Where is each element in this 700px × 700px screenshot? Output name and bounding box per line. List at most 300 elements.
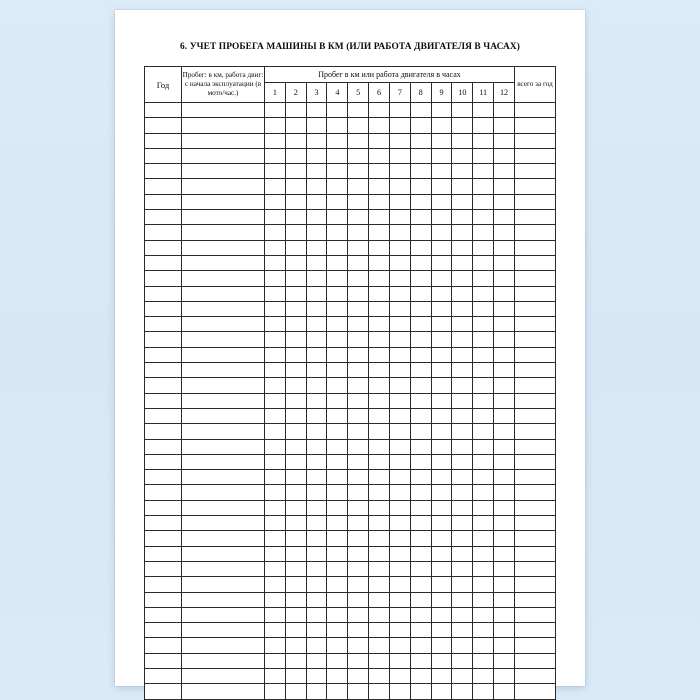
table-cell[interactable]: [327, 668, 348, 683]
table-cell[interactable]: [431, 363, 452, 378]
table-cell[interactable]: [369, 408, 390, 423]
table-cell[interactable]: [410, 668, 431, 683]
table-cell[interactable]: [515, 133, 556, 148]
table-cell[interactable]: [473, 439, 494, 454]
table-cell[interactable]: [348, 623, 369, 638]
table-cell[interactable]: [473, 301, 494, 316]
table-cell[interactable]: [327, 103, 348, 118]
table-cell[interactable]: [145, 179, 182, 194]
table-cell[interactable]: [182, 118, 265, 133]
table-cell[interactable]: [145, 210, 182, 225]
table-cell[interactable]: [306, 347, 327, 362]
table-cell[interactable]: [389, 424, 410, 439]
table-cell[interactable]: [515, 531, 556, 546]
table-cell[interactable]: [410, 103, 431, 118]
table-cell[interactable]: [410, 179, 431, 194]
table-cell[interactable]: [327, 623, 348, 638]
table-cell[interactable]: [515, 408, 556, 423]
table-cell[interactable]: [348, 133, 369, 148]
table-cell[interactable]: [306, 546, 327, 561]
table-cell[interactable]: [285, 470, 306, 485]
table-cell[interactable]: [515, 607, 556, 622]
table-cell[interactable]: [494, 347, 515, 362]
table-cell[interactable]: [452, 332, 473, 347]
table-cell[interactable]: [473, 516, 494, 531]
table-cell[interactable]: [369, 592, 390, 607]
table-cell[interactable]: [348, 194, 369, 209]
table-cell[interactable]: [182, 332, 265, 347]
table-cell[interactable]: [410, 194, 431, 209]
table-cell[interactable]: [145, 607, 182, 622]
table-cell[interactable]: [327, 470, 348, 485]
table-cell[interactable]: [327, 210, 348, 225]
table-cell[interactable]: [306, 103, 327, 118]
table-cell[interactable]: [327, 286, 348, 301]
table-cell[interactable]: [452, 684, 473, 699]
table-cell[interactable]: [389, 393, 410, 408]
table-cell[interactable]: [515, 240, 556, 255]
table-cell[interactable]: [348, 516, 369, 531]
table-cell[interactable]: [348, 500, 369, 515]
table-cell[interactable]: [452, 500, 473, 515]
table-cell[interactable]: [369, 301, 390, 316]
table-cell[interactable]: [473, 255, 494, 270]
table-cell[interactable]: [348, 408, 369, 423]
table-cell[interactable]: [182, 363, 265, 378]
table-cell[interactable]: [452, 148, 473, 163]
table-cell[interactable]: [327, 133, 348, 148]
table-cell[interactable]: [494, 592, 515, 607]
table-cell[interactable]: [515, 393, 556, 408]
table-cell[interactable]: [410, 607, 431, 622]
table-cell[interactable]: [265, 408, 286, 423]
table-cell[interactable]: [327, 393, 348, 408]
table-cell[interactable]: [389, 133, 410, 148]
table-cell[interactable]: [145, 164, 182, 179]
table-cell[interactable]: [389, 454, 410, 469]
table-cell[interactable]: [182, 317, 265, 332]
table-cell[interactable]: [494, 668, 515, 683]
table-cell[interactable]: [348, 103, 369, 118]
table-cell[interactable]: [306, 424, 327, 439]
table-cell[interactable]: [515, 592, 556, 607]
table-cell[interactable]: [145, 531, 182, 546]
table-cell[interactable]: [494, 439, 515, 454]
table-cell[interactable]: [145, 225, 182, 240]
table-cell[interactable]: [369, 577, 390, 592]
table-cell[interactable]: [285, 485, 306, 500]
table-cell[interactable]: [515, 332, 556, 347]
table-cell[interactable]: [348, 164, 369, 179]
table-cell[interactable]: [145, 393, 182, 408]
table-cell[interactable]: [265, 485, 286, 500]
table-cell[interactable]: [145, 148, 182, 163]
table-cell[interactable]: [265, 225, 286, 240]
table-cell[interactable]: [285, 561, 306, 576]
table-cell[interactable]: [494, 240, 515, 255]
table-cell[interactable]: [369, 332, 390, 347]
table-cell[interactable]: [306, 118, 327, 133]
table-cell[interactable]: [145, 470, 182, 485]
table-cell[interactable]: [348, 317, 369, 332]
table-cell[interactable]: [389, 179, 410, 194]
table-cell[interactable]: [327, 684, 348, 699]
table-cell[interactable]: [327, 378, 348, 393]
table-cell[interactable]: [369, 500, 390, 515]
table-cell[interactable]: [515, 668, 556, 683]
table-cell[interactable]: [306, 271, 327, 286]
table-cell[interactable]: [285, 668, 306, 683]
table-cell[interactable]: [145, 668, 182, 683]
table-cell[interactable]: [389, 210, 410, 225]
table-cell[interactable]: [306, 638, 327, 653]
table-cell[interactable]: [389, 286, 410, 301]
table-cell[interactable]: [348, 577, 369, 592]
table-cell[interactable]: [389, 103, 410, 118]
table-cell[interactable]: [369, 271, 390, 286]
table-cell[interactable]: [452, 347, 473, 362]
table-cell[interactable]: [265, 317, 286, 332]
table-cell[interactable]: [431, 668, 452, 683]
table-cell[interactable]: [306, 179, 327, 194]
table-cell[interactable]: [182, 500, 265, 515]
table-cell[interactable]: [431, 317, 452, 332]
table-cell[interactable]: [182, 607, 265, 622]
table-cell[interactable]: [369, 103, 390, 118]
table-cell[interactable]: [410, 363, 431, 378]
table-cell[interactable]: [431, 561, 452, 576]
table-cell[interactable]: [327, 638, 348, 653]
table-cell[interactable]: [410, 500, 431, 515]
table-cell[interactable]: [306, 240, 327, 255]
table-cell[interactable]: [182, 378, 265, 393]
table-cell[interactable]: [182, 286, 265, 301]
table-cell[interactable]: [389, 347, 410, 362]
table-cell[interactable]: [348, 653, 369, 668]
table-cell[interactable]: [306, 500, 327, 515]
table-cell[interactable]: [389, 546, 410, 561]
table-cell[interactable]: [348, 225, 369, 240]
table-cell[interactable]: [515, 271, 556, 286]
table-cell[interactable]: [473, 210, 494, 225]
table-cell[interactable]: [145, 439, 182, 454]
table-cell[interactable]: [410, 210, 431, 225]
table-cell[interactable]: [306, 439, 327, 454]
table-cell[interactable]: [452, 439, 473, 454]
table-cell[interactable]: [265, 103, 286, 118]
table-cell[interactable]: [494, 225, 515, 240]
table-cell[interactable]: [431, 424, 452, 439]
table-cell[interactable]: [265, 301, 286, 316]
table-cell[interactable]: [431, 638, 452, 653]
table-cell[interactable]: [306, 485, 327, 500]
table-cell[interactable]: [265, 439, 286, 454]
table-cell[interactable]: [327, 577, 348, 592]
table-cell[interactable]: [452, 378, 473, 393]
table-cell[interactable]: [306, 378, 327, 393]
table-cell[interactable]: [473, 653, 494, 668]
table-cell[interactable]: [452, 638, 473, 653]
table-cell[interactable]: [285, 378, 306, 393]
table-cell[interactable]: [431, 577, 452, 592]
table-cell[interactable]: [515, 301, 556, 316]
table-cell[interactable]: [265, 623, 286, 638]
table-cell[interactable]: [410, 240, 431, 255]
table-cell[interactable]: [431, 332, 452, 347]
table-cell[interactable]: [327, 454, 348, 469]
table-cell[interactable]: [473, 118, 494, 133]
table-cell[interactable]: [369, 317, 390, 332]
table-cell[interactable]: [452, 301, 473, 316]
table-cell[interactable]: [369, 148, 390, 163]
table-cell[interactable]: [473, 470, 494, 485]
table-cell[interactable]: [285, 103, 306, 118]
table-cell[interactable]: [515, 317, 556, 332]
table-cell[interactable]: [145, 240, 182, 255]
table-cell[interactable]: [265, 668, 286, 683]
table-cell[interactable]: [452, 561, 473, 576]
table-cell[interactable]: [452, 225, 473, 240]
table-cell[interactable]: [327, 148, 348, 163]
table-cell[interactable]: [182, 623, 265, 638]
table-cell[interactable]: [285, 454, 306, 469]
table-cell[interactable]: [389, 653, 410, 668]
table-cell[interactable]: [369, 194, 390, 209]
table-cell[interactable]: [285, 424, 306, 439]
table-cell[interactable]: [182, 164, 265, 179]
table-cell[interactable]: [348, 118, 369, 133]
table-cell[interactable]: [265, 255, 286, 270]
table-cell[interactable]: [515, 363, 556, 378]
table-cell[interactable]: [182, 424, 265, 439]
table-cell[interactable]: [494, 470, 515, 485]
table-cell[interactable]: [182, 454, 265, 469]
table-cell[interactable]: [473, 561, 494, 576]
table-cell[interactable]: [348, 271, 369, 286]
table-cell[interactable]: [369, 454, 390, 469]
table-cell[interactable]: [265, 363, 286, 378]
table-cell[interactable]: [145, 561, 182, 576]
table-cell[interactable]: [145, 546, 182, 561]
table-cell[interactable]: [473, 638, 494, 653]
table-cell[interactable]: [473, 531, 494, 546]
table-cell[interactable]: [285, 393, 306, 408]
table-cell[interactable]: [389, 317, 410, 332]
table-cell[interactable]: [327, 531, 348, 546]
table-cell[interactable]: [494, 623, 515, 638]
table-cell[interactable]: [431, 240, 452, 255]
table-cell[interactable]: [515, 164, 556, 179]
table-cell[interactable]: [452, 210, 473, 225]
table-cell[interactable]: [348, 301, 369, 316]
table-cell[interactable]: [348, 485, 369, 500]
table-cell[interactable]: [182, 408, 265, 423]
table-cell[interactable]: [431, 286, 452, 301]
table-cell[interactable]: [285, 577, 306, 592]
table-cell[interactable]: [145, 454, 182, 469]
table-cell[interactable]: [452, 577, 473, 592]
table-cell[interactable]: [285, 118, 306, 133]
table-cell[interactable]: [452, 623, 473, 638]
table-cell[interactable]: [285, 210, 306, 225]
table-cell[interactable]: [306, 393, 327, 408]
table-cell[interactable]: [306, 255, 327, 270]
table-cell[interactable]: [369, 470, 390, 485]
table-cell[interactable]: [348, 546, 369, 561]
table-cell[interactable]: [182, 577, 265, 592]
table-cell[interactable]: [389, 363, 410, 378]
table-cell[interactable]: [285, 408, 306, 423]
table-cell[interactable]: [327, 118, 348, 133]
table-cell[interactable]: [265, 179, 286, 194]
table-cell[interactable]: [306, 470, 327, 485]
table-cell[interactable]: [265, 470, 286, 485]
table-cell[interactable]: [494, 577, 515, 592]
table-cell[interactable]: [452, 653, 473, 668]
table-cell[interactable]: [389, 240, 410, 255]
table-cell[interactable]: [473, 332, 494, 347]
table-cell[interactable]: [265, 332, 286, 347]
table-cell[interactable]: [494, 408, 515, 423]
table-cell[interactable]: [473, 607, 494, 622]
table-cell[interactable]: [410, 271, 431, 286]
table-cell[interactable]: [145, 592, 182, 607]
table-cell[interactable]: [285, 301, 306, 316]
table-cell[interactable]: [494, 363, 515, 378]
table-cell[interactable]: [410, 454, 431, 469]
table-cell[interactable]: [431, 103, 452, 118]
table-cell[interactable]: [473, 577, 494, 592]
table-cell[interactable]: [410, 164, 431, 179]
table-cell[interactable]: [306, 332, 327, 347]
table-cell[interactable]: [369, 531, 390, 546]
table-cell[interactable]: [369, 546, 390, 561]
table-cell[interactable]: [473, 684, 494, 699]
table-cell[interactable]: [306, 408, 327, 423]
table-cell[interactable]: [145, 500, 182, 515]
table-cell[interactable]: [369, 179, 390, 194]
table-cell[interactable]: [389, 607, 410, 622]
table-cell[interactable]: [515, 546, 556, 561]
table-cell[interactable]: [452, 531, 473, 546]
table-cell[interactable]: [515, 255, 556, 270]
table-cell[interactable]: [348, 240, 369, 255]
table-cell[interactable]: [265, 210, 286, 225]
table-cell[interactable]: [285, 546, 306, 561]
table-cell[interactable]: [348, 470, 369, 485]
table-cell[interactable]: [182, 179, 265, 194]
table-cell[interactable]: [410, 133, 431, 148]
table-cell[interactable]: [494, 516, 515, 531]
table-cell[interactable]: [389, 470, 410, 485]
table-cell[interactable]: [182, 133, 265, 148]
table-cell[interactable]: [494, 118, 515, 133]
table-cell[interactable]: [265, 347, 286, 362]
table-cell[interactable]: [389, 668, 410, 683]
table-cell[interactable]: [182, 271, 265, 286]
table-cell[interactable]: [306, 531, 327, 546]
table-cell[interactable]: [182, 653, 265, 668]
table-cell[interactable]: [473, 623, 494, 638]
table-cell[interactable]: [306, 317, 327, 332]
table-cell[interactable]: [285, 684, 306, 699]
table-cell[interactable]: [285, 638, 306, 653]
table-cell[interactable]: [327, 179, 348, 194]
table-cell[interactable]: [473, 164, 494, 179]
table-cell[interactable]: [473, 179, 494, 194]
table-cell[interactable]: [182, 516, 265, 531]
table-cell[interactable]: [452, 118, 473, 133]
table-cell[interactable]: [285, 592, 306, 607]
table-cell[interactable]: [145, 271, 182, 286]
table-cell[interactable]: [473, 485, 494, 500]
table-cell[interactable]: [182, 531, 265, 546]
table-cell[interactable]: [348, 668, 369, 683]
table-cell[interactable]: [285, 317, 306, 332]
table-cell[interactable]: [327, 363, 348, 378]
table-cell[interactable]: [369, 653, 390, 668]
table-cell[interactable]: [431, 164, 452, 179]
table-cell[interactable]: [431, 210, 452, 225]
table-cell[interactable]: [452, 317, 473, 332]
table-cell[interactable]: [410, 408, 431, 423]
table-cell[interactable]: [369, 485, 390, 500]
table-cell[interactable]: [327, 439, 348, 454]
table-cell[interactable]: [494, 148, 515, 163]
table-cell[interactable]: [265, 164, 286, 179]
table-cell[interactable]: [327, 424, 348, 439]
table-cell[interactable]: [515, 485, 556, 500]
table-cell[interactable]: [285, 332, 306, 347]
table-cell[interactable]: [389, 118, 410, 133]
table-cell[interactable]: [494, 454, 515, 469]
table-cell[interactable]: [473, 500, 494, 515]
table-cell[interactable]: [389, 638, 410, 653]
table-cell[interactable]: [327, 332, 348, 347]
table-cell[interactable]: [473, 546, 494, 561]
table-cell[interactable]: [389, 623, 410, 638]
table-cell[interactable]: [265, 286, 286, 301]
table-cell[interactable]: [265, 653, 286, 668]
table-cell[interactable]: [452, 393, 473, 408]
table-cell[interactable]: [494, 561, 515, 576]
table-cell[interactable]: [285, 225, 306, 240]
table-cell[interactable]: [369, 561, 390, 576]
table-cell[interactable]: [410, 531, 431, 546]
table-cell[interactable]: [348, 363, 369, 378]
table-cell[interactable]: [494, 317, 515, 332]
table-cell[interactable]: [473, 271, 494, 286]
table-cell[interactable]: [431, 255, 452, 270]
table-cell[interactable]: [515, 561, 556, 576]
table-cell[interactable]: [182, 255, 265, 270]
table-cell[interactable]: [182, 470, 265, 485]
table-cell[interactable]: [389, 561, 410, 576]
table-cell[interactable]: [473, 225, 494, 240]
table-cell[interactable]: [473, 424, 494, 439]
table-cell[interactable]: [369, 286, 390, 301]
table-cell[interactable]: [494, 255, 515, 270]
table-cell[interactable]: [515, 623, 556, 638]
table-cell[interactable]: [494, 301, 515, 316]
table-cell[interactable]: [145, 485, 182, 500]
table-cell[interactable]: [431, 378, 452, 393]
table-cell[interactable]: [285, 148, 306, 163]
table-cell[interactable]: [410, 470, 431, 485]
table-cell[interactable]: [410, 561, 431, 576]
table-cell[interactable]: [306, 194, 327, 209]
table-cell[interactable]: [452, 424, 473, 439]
